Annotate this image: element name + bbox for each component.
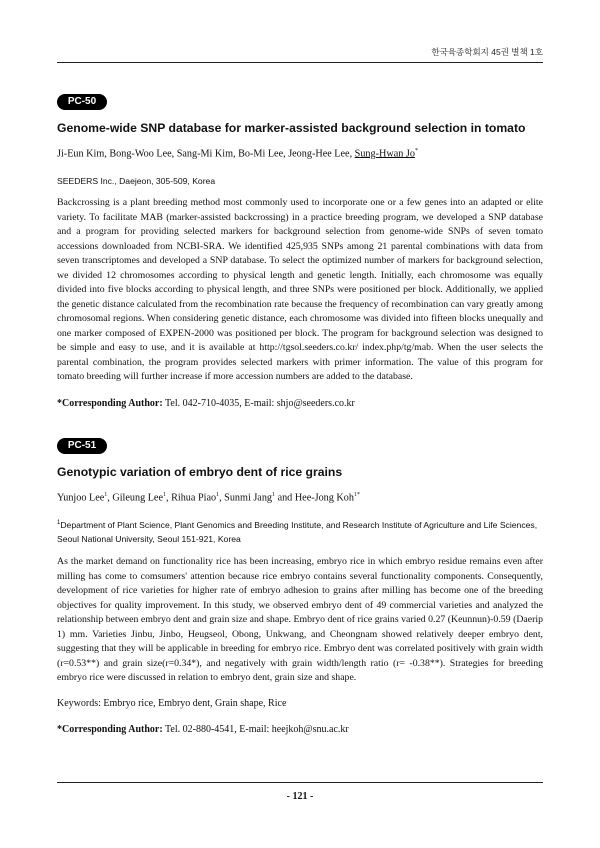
corresponding-info-pc50 [57, 398, 547, 409]
abstract-body-pc50: Backcrossing is a plant breeding method most commonly used to incorporate one or a few genes into an adapted or elite variety. To facilitate MAB (marker-assisted backcrossing) in a practice breeding program, we developed a SNP database and a program for providing selected markers for background selection from genome-wide SNPs of seven tomato accessions downloaded from NCBI-SRA. We identified 425,935 SNPs among 21 parental combinations with data from seven transcriptomes and developed a SNP database. To select the optimized number of markers for background selection, we divided 12 chromosomes according to physical length and genetic length. Initially, each chromosome was equally divided into five blocks according to physical length, and three SNPs were positioned per block. Additionally, we applied the genetic distance calculated from the recombination rate because the frequency of recombination can vary greatly among chromosomal regions. When considering genetic distance, each chromosome was divided into fifteen blocks unequally and one marker composed of EXPEN-2000 was positioned per block. The program for background selection was designed to be simple and easy to use, and it is available at http://tgsol.seeders.co.kr/ index.php/tg/mab. When the user selects the parental combination, the program provides selected markers with primer information. The value of this program for tomato breeding will further increase if more accession numbers are added to the database. [57, 197, 543, 382]
author-sep: , [107, 492, 113, 504]
author: Hee-Jong Koh [294, 492, 354, 504]
author: Sunmi Jang [224, 492, 273, 504]
authors-text: Ji-Eun Kim, Bong-Woo Lee, Sang-Mi Kim, Bo-Mi Lee, Jeong-Hee Lee, [57, 148, 355, 160]
header-rule [57, 62, 543, 63]
author-list-pc51 [57, 492, 547, 503]
author-list-pc50 [57, 148, 547, 159]
corresponding-contact: Tel. 042-710-4035, E-mail: shjo@seeders.co.kr [162, 398, 355, 409]
author-sup: 1 [104, 492, 108, 498]
author-sup: 1 [216, 492, 220, 498]
author: Rihua Piao [171, 492, 217, 504]
abstract-badge-pc50: PC-50 [57, 94, 107, 110]
affiliation-pc50: SEEDERS Inc., Daejeon, 305-509, Korea [57, 176, 216, 186]
abstract-badge-pc51: PC-51 [57, 438, 107, 454]
abstract-title-pc51: Genotypic variation of embryo dent of rice grains [57, 465, 343, 479]
corresponding-info-pc51 [57, 724, 547, 735]
author: Yunjoo Lee [57, 492, 105, 504]
journal-header: 한국육종학회지 45권 별책 1호 [431, 47, 543, 57]
page-number: - 121 - [286, 791, 314, 802]
affiliation-sup: 1 [57, 520, 61, 526]
corresponding-mark: * [414, 148, 418, 154]
corresponding-contact: Tel. 02-880-4541, E-mail: heejkoh@snu.ac.kr [162, 724, 349, 735]
affiliation-pc51 [57, 516, 547, 546]
author: Gileung Lee [112, 492, 163, 504]
author-sup: 1 [162, 492, 166, 498]
footer-rule [57, 782, 543, 783]
author-sup: 1 [272, 492, 276, 498]
author-sep: , [219, 492, 225, 504]
author-sep: and [275, 492, 295, 504]
keywords-pc51: Keywords: Embryo rice, Embryo dent, Grain shape, Rice [57, 698, 287, 709]
corresponding-label: *Corresponding Author: [57, 724, 163, 735]
abstract-title-pc50: Genome-wide SNP database for marker-assisted background selection in tomato [57, 121, 526, 135]
corresponding-label: *Corresponding Author: [57, 398, 163, 409]
abstract-body-pc51: As the market demand on functionality rice has been increasing, embryo rice in which embryo residue remains even after milling has come to comsumers' attention because rice embryo contains several functionality components. Consequently, development of rice varieties for higher rate of embryo adhesion to grains after milling has become one of the breeding objectives for quality improvement. In this study, we observed embryo dent of 49 commercial varieties and analyzed the relationship between embryo dent and grain size and shape. Embryo dent of rice grains varied 0.27 (Keunnun)-0.59 (Daerip 1) mm. Varieties Jinbu, Jinbo, Heugseol, Obong, Unkwang, and Cheongnam showed relatively deeper embryo dent, suggesting that they will be applicable in breeding for embryo rice. Embryo dent was correlated positively with grain width (r=0.53**) and grain size(r=0.34*), and negatively with grain width/length ratio (r= -0.38**). Strategies for breeding embryo rice were discussed in relation to embryo dent, grain size and shape. [57, 556, 543, 683]
corresponding-author-name: Sung-Hwan Jo [354, 148, 415, 160]
author-sep: , [165, 492, 172, 504]
author-sup: 1* [353, 492, 360, 498]
affiliation-text: Department of Plant Science, Plant Genomics and Breeding Institute, and Research Institute of Agriculture and Life Sciences, Seoul National University, Seoul 151-921, Korea [57, 519, 538, 544]
